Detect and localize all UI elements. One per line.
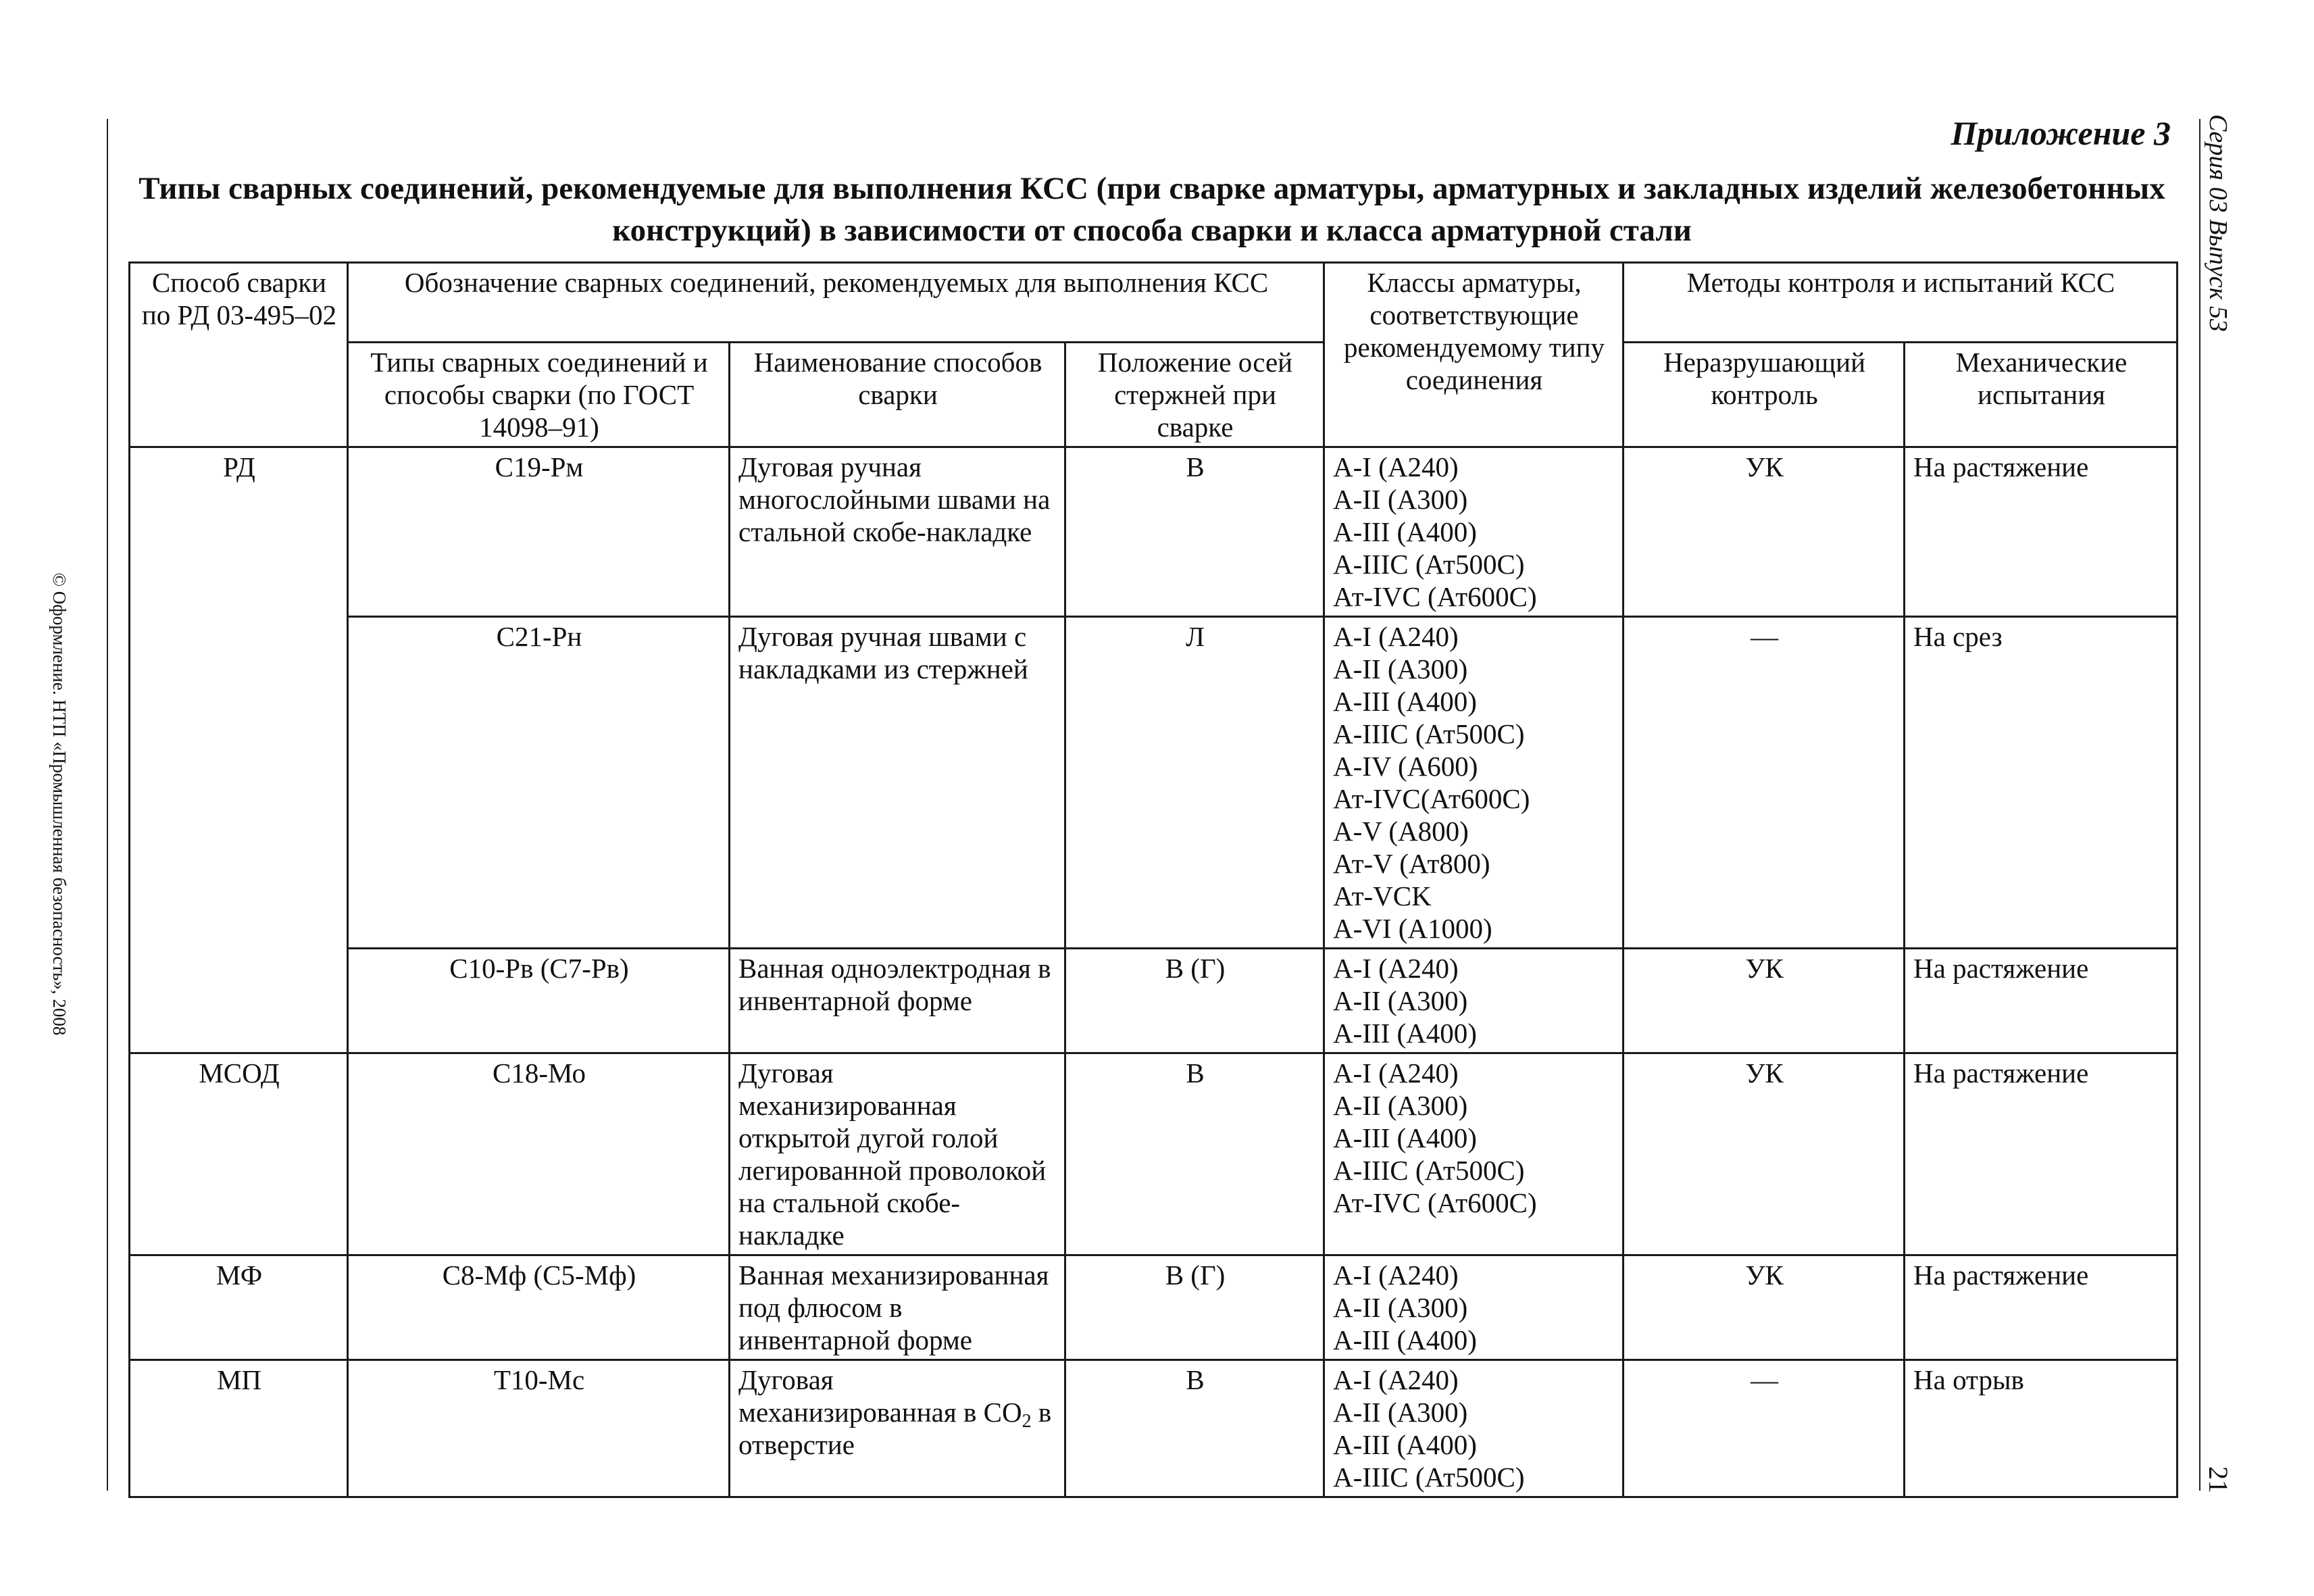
name-text: Дуговая механизированная в СО [738,1364,1022,1428]
header-ndt: Неразрушающий контроль [1624,343,1905,447]
right-margin-rule [2199,119,2200,1491]
table-row [130,1255,2178,1360]
class-item: А-III (А400) [1333,686,1477,717]
class-item: А-I (А240) [1333,1057,1459,1089]
class-item: Ат-VСK [1333,880,1432,912]
ndt-cell: УК [1624,949,1905,1053]
class-item: А-II (А300) [1333,484,1468,515]
header-position: Положение осей стержней при сварке [1065,343,1324,447]
mech-cell: На отрыв [1905,1360,2178,1497]
type-cell: С8-Мф (С5-Мф) [348,1255,730,1360]
position-cell: В (Г) [1065,949,1324,1053]
method-cell: РД [130,447,348,1053]
class-item: А-V (А800) [1333,816,1469,847]
classes-cell [1324,1360,1624,1497]
mech-cell: На растяжение [1905,447,2178,617]
class-item: А-I (А240) [1333,621,1459,652]
classes-cell [1324,1255,1624,1360]
appendix-label: Приложение 3 [1951,114,2171,152]
header-method: Способ сварки по РД 03-495–02 [130,263,348,447]
page-title: Типы сварных соединений, рекомендуемые для выполнения КСС (при сварке арматуры, арматурных и закладных изделий железобетонных конструкций) в зависимости от способа сварки и класса арматурной стали [139,171,2165,248]
class-item: А-IIIС (Ат500С) [1333,718,1525,749]
type-cell: С19-Рм [348,447,730,617]
class-item: А-II (А300) [1333,1292,1468,1323]
mech-cell: На растяжение [1905,1255,2178,1360]
classes-cell [1324,447,1624,617]
class-item: А-VI (А1000) [1333,913,1492,944]
type-cell: С10-Рв (С7-Рв) [348,949,730,1053]
name-cell: Дуговая ручная швами с накладками из стержней [730,617,1065,949]
class-item: А-IIIС (Ат500С) [1333,549,1525,580]
table-row [130,1360,2178,1497]
position-cell: В [1065,447,1324,617]
header-classes: Классы арматуры, соответствующие рекомендуемому типу соединения [1324,263,1624,447]
class-item: А-IV (А600) [1333,751,1478,782]
ndt-cell: УК [1624,447,1905,617]
class-item: А-III (А400) [1333,1324,1477,1355]
ndt-cell: УК [1624,1255,1905,1360]
type-cell: С21-Рн [348,617,730,949]
class-item: А-III (А400) [1333,1429,1477,1460]
name-cell: Ванная механизированная под флюсом в инвентарной форме [730,1255,1065,1360]
method-cell: МП [130,1360,348,1497]
type-cell: Т10-Мс [348,1360,730,1497]
position-cell: В [1065,1360,1324,1497]
class-item: Ат-IVС (Ат600С) [1333,1187,1537,1218]
class-item: А-IIIС (Ат500С) [1333,1155,1525,1186]
header-control-group: Методы контроля и испытаний КСС [1624,263,2178,343]
name-cell: Дуговая механизированная открытой дугой голой легированной проволокой на стальной скобе-накладке [730,1053,1065,1255]
classes-cell [1324,949,1624,1053]
left-margin-rule [107,119,108,1491]
name-cell [730,1360,1065,1497]
header-types: Типы сварных соединений и способы сварки (по ГОСТ 14098–91) [348,343,730,447]
header-mech: Механические испытания [1905,343,2178,447]
mech-cell: На срез [1905,617,2178,949]
position-cell: Л [1065,617,1324,949]
ndt-cell: — [1624,617,1905,949]
header-names: Наименование способов сварки [730,343,1065,447]
method-cell: МСОД [130,1053,348,1255]
subscript-two: 2 [1022,1411,1032,1432]
method-cell: МФ [130,1255,348,1360]
mech-cell: На растяжение [1905,1053,2178,1255]
class-item: А-II (А300) [1333,653,1468,684]
class-item: Ат-V (Ат800) [1333,848,1490,879]
type-cell: С18-Мо [348,1053,730,1255]
class-item: А-I (А240) [1333,953,1459,984]
table-row [130,949,2178,1053]
name-cell: Дуговая ручная многослойными швами на стальной скобе-накладке [730,447,1065,617]
name-text-end: в отверстие [738,1397,1052,1460]
welding-table [128,261,2178,1498]
page-number: 21 [2203,1466,2234,1493]
class-item: А-II (А300) [1333,1397,1468,1428]
class-item: А-III (А400) [1333,516,1477,547]
table-row [130,447,2178,617]
class-item: А-III (А400) [1333,1018,1477,1049]
class-item: А-I (А240) [1333,1260,1459,1291]
ndt-cell: УК [1624,1053,1905,1255]
class-item: А-II (А300) [1333,1090,1468,1121]
mech-cell: На растяжение [1905,949,2178,1053]
class-item: Ат-IVС(Ат600С) [1333,783,1530,814]
table-row [130,1053,2178,1255]
header-designation-group: Обозначение сварных соединений, рекомендуемых для выполнения КСС [348,263,1324,343]
classes-cell [1324,1053,1624,1255]
class-item: А-II (А300) [1333,985,1468,1016]
class-item: Ат-IVС (Ат600С) [1333,581,1537,612]
position-cell: В [1065,1053,1324,1255]
copyright-note: © Оформление. НТП «Промышленная безопасность», 2008 [49,572,70,1036]
class-item: А-III (А400) [1333,1122,1477,1153]
class-item: А-I (А240) [1333,1364,1459,1395]
ndt-cell: — [1624,1360,1905,1497]
classes-cell [1324,617,1624,949]
name-cell: Ванная одноэлектродная в инвентарной форме [730,949,1065,1053]
class-item: А-IIIС (Ат500С) [1333,1462,1525,1493]
class-item: А-I (А240) [1333,451,1459,482]
position-cell: В (Г) [1065,1255,1324,1360]
series-label: Серия 03 Выпуск 53 [2204,114,2232,332]
table-row [130,617,2178,949]
